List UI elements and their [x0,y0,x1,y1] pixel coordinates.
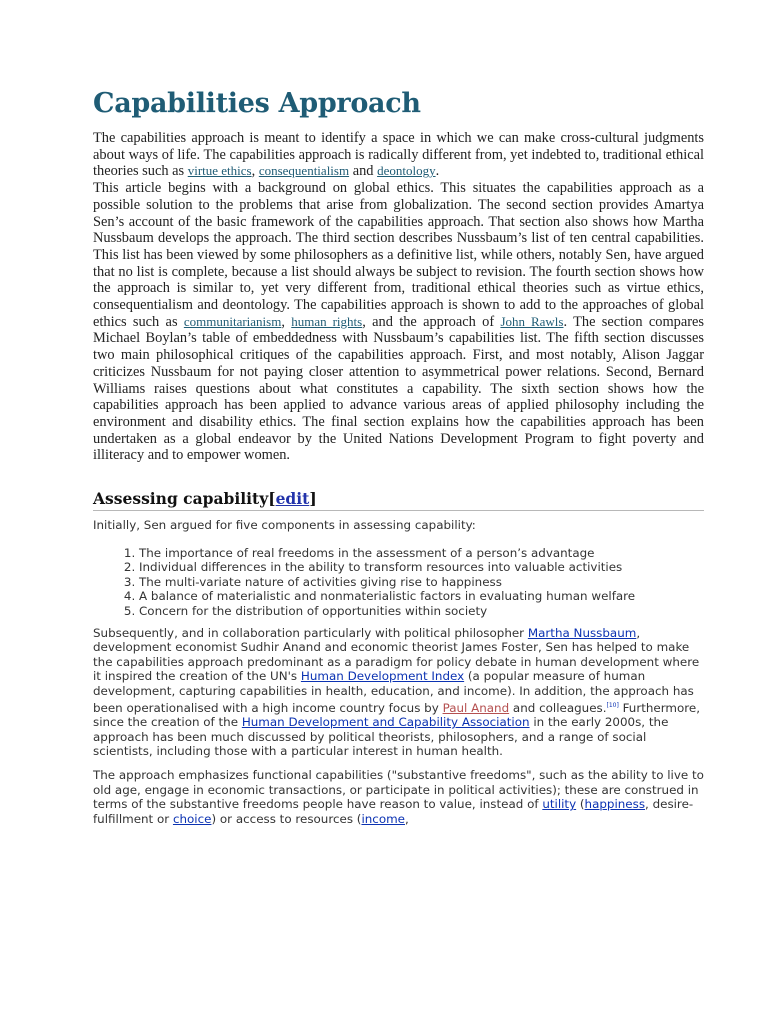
link-consequentialism[interactable]: consequentialism [258,163,350,179]
section-paragraph-2: Subsequently, and in collaboration particularly with political philosopher Martha Nussbaum, development economist Sudhir Anand and economic theorist James Foster, Sen has helped to make the capabilities approach predominant as a paradigm for policy debate in human development where it inspired the creation of the UN's Human Development Index (a popular measure of human development, capturing capabilities in health, education, and income). In addition, the approach has been operationalised with a high income country focus by Paul Anand and colleagues.[10] Furthermore, since the creation of the Human Development and Capability Association in the early 2000s, the approach has been much discussed by political theorists, philosophers, and a range of social scientists, including those with a particular interest in human health. [93,625,700,759]
page-title: Capabilities Approach [93,88,421,119]
link-virtue-ethics[interactable]: virtue ethics [187,163,252,179]
section-body [93,518,704,826]
list-item: 5. Concern for the distribution of opportunities within society [139,604,704,619]
components-list [93,546,704,619]
link-deontology[interactable]: deontology [377,163,436,179]
link-hdca[interactable]: Human Development and Capability Association [241,715,530,730]
intro-paragraph-2: This article begins with a background on global ethics. This situates the capabilities approach as a possible solution to the problems that arise from globalization. The second section provides Amartya Sen’s account of the basic framework of the capabilities approach. That section also shows how Martha Nussbaum develops the approach. The third section describes Nussbaum’s list of ten central capabilities. This list has been viewed by some philosophers as a definitive list, while others, notably Sen, have argued that no list is complete, because a list should always be subject to revision. The fourth section shows how the approach is similar to, yet very different from, traditional ethical theories such as virtue ethics, consequentialism and deontology. The capabilities approach is shown to add to the approaches of global ethics such as communitarianism, human rights, and the approach of John Rawls. The section compares Michael Boylan’s table of embeddedness with Nussbaum’s capabilities list. The fifth section discusses two main philosophical critiques of the capabilities approach. First, and most notably, Alison Jaggar criticizes Nussbaum for not paying closer attention to asymmetrical power relations. Second, Bernard Williams raises questions about what constitutes a capability. The sixth section shows how the capabilities approach has been applied to advance various areas of applied philosophy including the environment and disability ethics. The final section explains how the capabilities approach has been undertaken as a global endeavor by the United Nations Development Program to fight poverty and illiteracy and to empower women. [93,180,705,464]
edit-link[interactable]: edit [275,489,310,509]
list-item: 1. The importance of real freedoms in the assessment of a person’s advantage [139,546,704,561]
link-happiness[interactable]: happiness [584,797,646,812]
section-lead: Initially, Sen argued for five components in assessing capability: [93,518,476,533]
link-john-rawls[interactable]: John Rawls [500,313,564,329]
intro-paragraph-1: The capabilities approach is meant to identify a space in which we can make cross-cultural judgments about ways of life. The capabilities approach is radically different from, yet indebted to, traditional ethical theories such as virtue ethics, consequentialism and deontology. [93,130,704,180]
list-item: 3. The multi-variate nature of activities giving rise to happiness [139,575,704,590]
section-heading: Assessing capability[edit] [93,489,704,511]
link-paul-anand[interactable]: Paul Anand [442,700,510,715]
list-item: 2. Individual differences in the ability to transform resources into valuable activities [139,560,704,575]
link-communitarianism[interactable]: communitarianism [183,313,282,329]
link-utility[interactable]: utility [542,797,577,812]
section-paragraph-3: The approach emphasizes functional capabilities ("substantive freedoms", such as the ability to live to old age, engage in economic transactions, or participate in political activities); these are construed in terms of the substantive freedoms people have reason to value, instead of utility (happiness, desire-fulfillment or choice) or access to resources (income, [93,767,704,826]
link-human-development-index[interactable]: Human Development Index [300,669,465,684]
link-martha-nussbaum[interactable]: Martha Nussbaum [527,625,637,640]
intro-text [93,130,704,464]
link-income[interactable]: income [361,811,405,826]
list-item: 4. A balance of materialistic and nonmaterialistic factors in evaluating human welfare [139,589,704,604]
link-human-rights[interactable]: human rights [291,313,363,329]
reference-marker[interactable]: [10] [606,701,619,709]
link-choice[interactable]: choice [172,811,212,826]
